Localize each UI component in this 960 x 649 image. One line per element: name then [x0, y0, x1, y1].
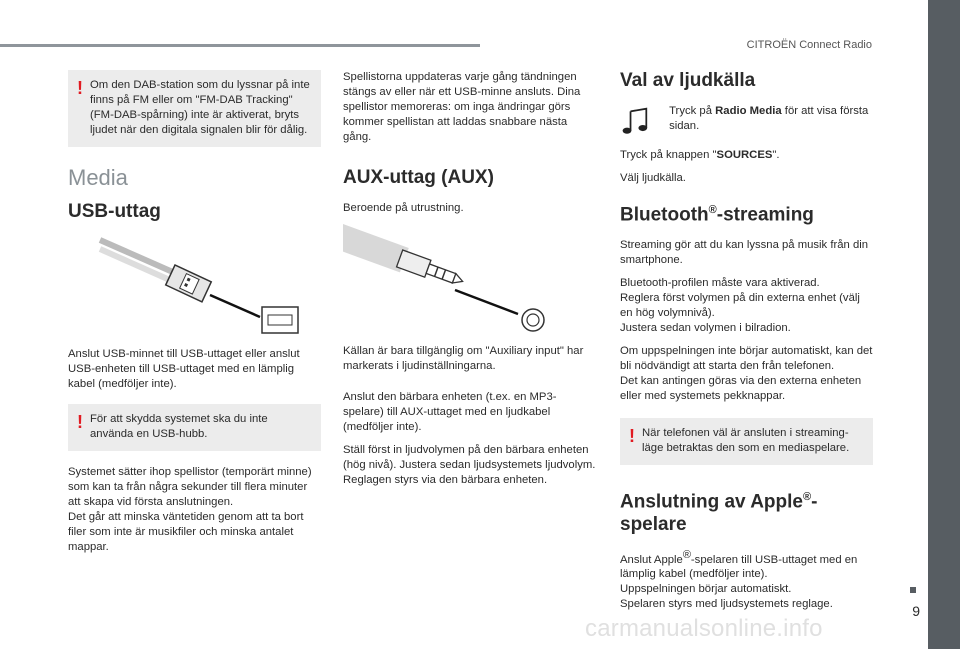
side-strip: [928, 0, 960, 649]
warning-note-dab: [68, 70, 321, 147]
press-sources-text: Tryck på knappen "SOURCES".: [620, 149, 780, 161]
warning-note-streaming: [620, 418, 873, 465]
exclamation-icon: !: [77, 78, 83, 98]
bt-volume-text: Reglera först volymen på din externa enhet (välj en hög volymnivå).: [620, 292, 860, 320]
press-radio-media-text: Tryck på Radio Media för att visa första sidan.: [669, 105, 869, 132]
note-text: Om den DAB-station som du lyssnar på inte finns på FM eller om "FM-DAB Tracking" (FM-DAB-spårning) inte är aktiverat, bryts ljudet när den digitala signalen blir för dålig.: [90, 79, 310, 136]
usb-text: Anslut USB-minnet till USB-uttaget eller anslut USB-enheten till USB-uttaget med en lämplig kabel (medföljer inte).: [68, 348, 300, 390]
aux-sub: Beroende på utrustning.: [343, 202, 464, 214]
aux-controls-text: Reglagen styrs via den bärbara enheten.: [343, 474, 548, 486]
apple-autoplay-text: Uppspelningen börjar automatiskt.: [620, 583, 792, 596]
heading-usb: USB-uttag: [68, 201, 161, 222]
page-number: 9: [912, 603, 920, 619]
bt-profile-text: Bluetooth-profilen måste vara aktiverad.: [620, 277, 820, 290]
note-text: För att skydda systemet ska du inte använda en USB-hubb.: [90, 413, 268, 440]
heading-bluetooth: Bluetooth®-streaming: [620, 204, 814, 226]
music-note-icon: [620, 104, 655, 138]
bt-controls-text: Det kan antingen göras via den externa enheten eller med systemets pekknappar.: [620, 375, 862, 403]
bt-autostart-text: Om uppspelningen inte börjar automatiskt, kan det bli nödvändigt att starta den från telefonen.: [620, 345, 873, 373]
aux-connect-text: Anslut den bärbara enheten (t.ex. en MP3-spelare) till AUX-uttaget med en ljudkabel (medföljer inte).: [343, 391, 557, 433]
aux-volume-text: Ställ först in ljudvolymen på den bärbara enheten (hög nivå). Justera sedan ljudsystemets ljudvolym.: [343, 444, 596, 471]
aux-jack-illustration: [343, 224, 573, 334]
header-rule: [0, 44, 480, 47]
aux-availability-text: Källan är bara tillgänglig om "Auxiliary input" har markerats i ljudinställningarna.: [343, 345, 584, 372]
exclamation-icon: !: [77, 412, 83, 432]
apple-controls-text: Spelaren styrs med ljudsystemets reglage.: [620, 598, 833, 611]
usb-plug-illustration: [80, 235, 300, 335]
heading-source-select: Val av ljudkälla: [620, 70, 756, 91]
bt-intro-text: Streaming gör att du kan lyssna på musik från din smartphone.: [620, 239, 869, 267]
playlist-text-1: Systemet sätter ihop spellistor (temporärt minne) som kan ta från några sekunder till flera minuter att skapa vid första anslutningen.: [68, 466, 312, 508]
column-3: [620, 70, 873, 620]
section-title-media: Media: [68, 165, 128, 190]
note-text: När telefonen väl är ansluten i streaming-läge betraktas den som en mediaspelare.: [642, 427, 850, 455]
radio-media-instruction: [620, 104, 873, 138]
heading-aux: AUX-uttag (AUX): [343, 167, 494, 188]
header-title: CITROËN Connect Radio: [746, 39, 872, 51]
warning-note-usb-hub: [68, 404, 321, 451]
bt-adjust-text: Justera sedan volymen i bilradion.: [620, 322, 791, 335]
watermark: carmanualsonline.info: [585, 615, 823, 642]
column-1: [68, 70, 321, 563]
heading-apple: Anslutning av Apple®-spelare: [620, 491, 818, 535]
exclamation-icon: !: [629, 426, 635, 447]
playlist-update-text: Spellistorna uppdateras varje gång tändningen stängs av eller när ett USB-minne ansluts. Dina spellistor memoreras: om inga ändringar görs kommer spellistan att laddas snabbare nästa gång.: [343, 71, 581, 143]
apple-connect-text: Anslut Apple®-spelaren till USB-uttaget med en lämplig kabel (medföljer inte).: [620, 548, 858, 581]
choose-source-text: Välj ljudkälla.: [620, 172, 686, 184]
continuation-marker: [910, 587, 916, 593]
playlist-text-2: Det går att minska väntetiden genom att ta bort filer som inte är musikfiler och minska antalet mappar.: [68, 511, 304, 553]
column-2: [343, 70, 596, 496]
